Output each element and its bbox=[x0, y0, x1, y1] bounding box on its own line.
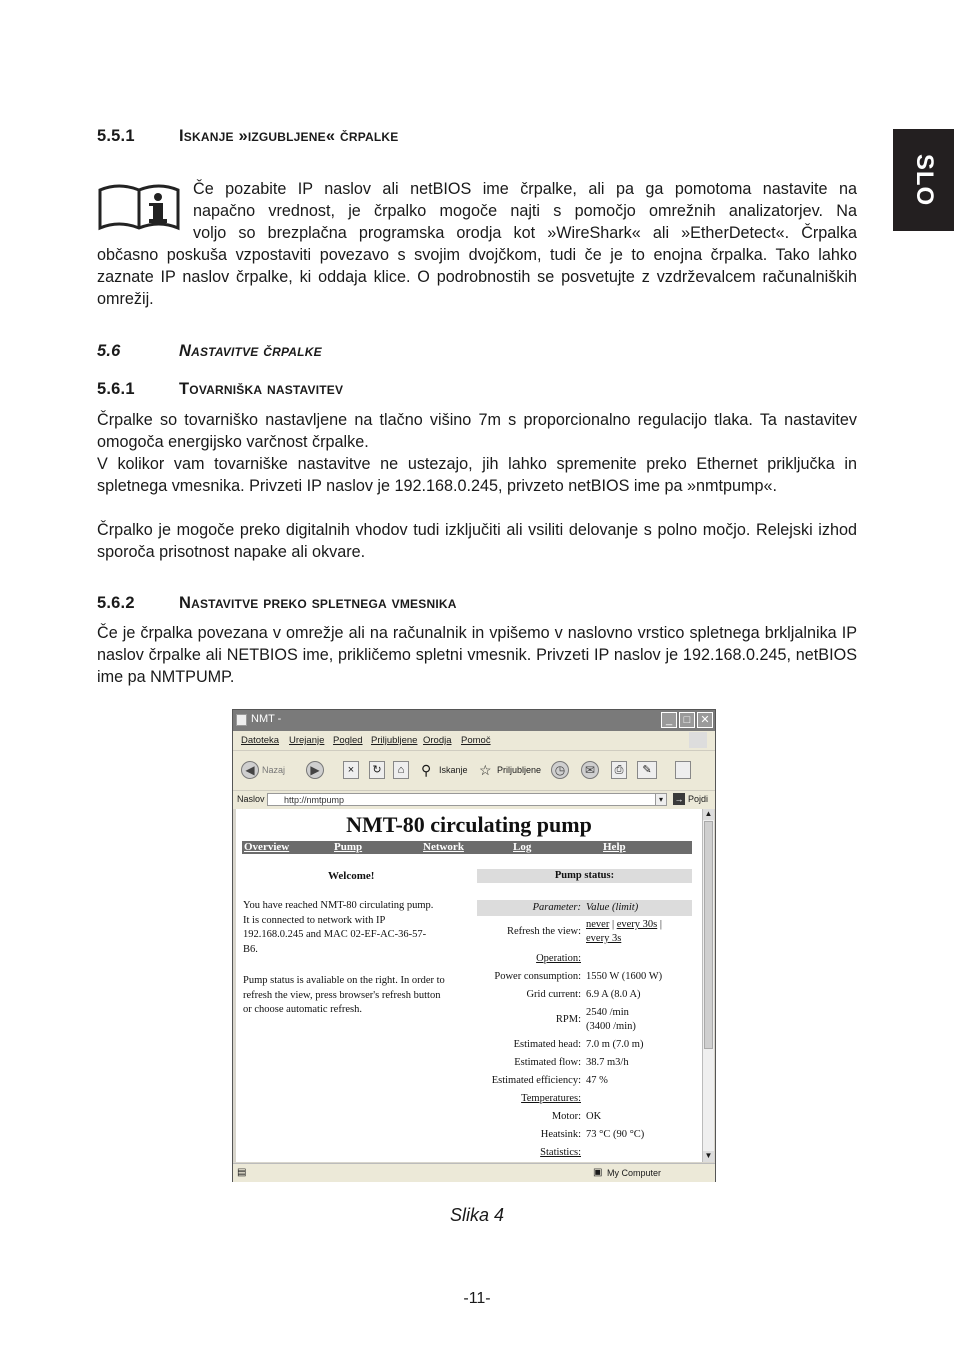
address-label: Naslov bbox=[237, 794, 265, 804]
param-name: Estimated efficiency: bbox=[491, 1075, 581, 1086]
print-icon[interactable]: ⎙ bbox=[611, 761, 627, 779]
home-icon[interactable]: ⌂ bbox=[393, 761, 409, 779]
figure-caption: Slika 4 bbox=[449, 1205, 505, 1225]
menu-bar bbox=[233, 731, 715, 750]
paragraph: Črpalko je mogoče preko digitalnih vhodov tudi izključiti ali vsiliti delovanje s polno močjo. Relejski izhod sporoča prisotnost napake ali okvare. bbox=[97, 521, 857, 561]
text-line: or choose automatic refresh. bbox=[243, 1004, 362, 1016]
table-row bbox=[477, 1144, 692, 1162]
param-name: Motor: bbox=[551, 1111, 581, 1122]
refresh-icon[interactable]: ↻ bbox=[369, 761, 385, 779]
computer-icon: ▣ bbox=[593, 1167, 603, 1178]
search-label[interactable]: Iskanje bbox=[439, 765, 468, 775]
refresh-30s-link[interactable]: every 30s bbox=[616, 919, 658, 930]
text-line: Pump status is avaliable on the right. In order to bbox=[243, 975, 445, 986]
page-title: NMT-80 circulating pump bbox=[346, 812, 592, 837]
nav-log[interactable]: Log bbox=[513, 841, 532, 853]
intro-text bbox=[243, 899, 473, 957]
section-number: 5.6 bbox=[97, 342, 121, 360]
discuss-icon[interactable] bbox=[675, 761, 691, 779]
minimize-icon[interactable]: _ bbox=[661, 712, 677, 728]
param-value: 38.7 m3/h bbox=[586, 1057, 629, 1068]
table-row bbox=[477, 1108, 692, 1126]
table-row: Refresh the view: never | every 30s | every 3s bbox=[477, 916, 692, 950]
table-row bbox=[477, 1072, 692, 1090]
nav-overview[interactable]: Overview bbox=[244, 841, 290, 853]
section-number: 5.6.1 bbox=[97, 380, 135, 398]
table-row bbox=[477, 1090, 692, 1108]
param-value: 73 °C (90 °C) bbox=[586, 1129, 645, 1140]
pump-status-heading: Pump status: bbox=[477, 869, 692, 883]
nav-bar bbox=[242, 841, 692, 854]
statistics-section: Statistics: bbox=[540, 1147, 581, 1158]
operation-section: Operation: bbox=[536, 953, 581, 964]
address-dropdown-icon[interactable]: ▾ bbox=[655, 793, 667, 806]
text-line: You have reached NMT-80 circulating pump. bbox=[243, 900, 434, 911]
param-value: OK bbox=[586, 1111, 602, 1122]
windows-logo-icon bbox=[689, 732, 707, 748]
back-arrow-icon[interactable]: ◀ bbox=[241, 761, 259, 779]
table-row bbox=[477, 986, 692, 1004]
info-manual-icon bbox=[97, 180, 181, 232]
table-row bbox=[477, 968, 692, 986]
scroll-thumb[interactable] bbox=[704, 821, 713, 1049]
section-5-6-2-text bbox=[97, 622, 857, 688]
refresh-info-text bbox=[243, 974, 475, 1018]
text-line: B6. bbox=[243, 943, 258, 955]
menu-file[interactable]: Datoteka bbox=[241, 735, 280, 746]
nav-pump[interactable]: Pump bbox=[334, 841, 363, 853]
param-name: RPM: bbox=[555, 1014, 581, 1025]
scroll-up-icon[interactable]: ▲ bbox=[704, 809, 713, 818]
maximize-icon[interactable]: □ bbox=[679, 712, 695, 728]
param-name: Grid current: bbox=[526, 989, 581, 1000]
menu-help[interactable]: Pomoč bbox=[461, 735, 491, 746]
forward-arrow-icon[interactable]: ▶ bbox=[306, 761, 324, 779]
pump-status-table bbox=[477, 900, 692, 1162]
section-title: Iskanje »izgubljene« črpalke bbox=[179, 127, 399, 145]
paragraph: V kolikor vam tovarniške nastavitve ne ustezajo, jih lahko spremenite preko Ethernet priključka in spletnega vmesnika. Privzeti IP naslov je 192.168.0.245, privzeto netBIOS ime pa »nmtpump«. bbox=[97, 455, 857, 495]
param-value: 2540 /min bbox=[586, 1007, 629, 1018]
refresh-label: Refresh the view: bbox=[506, 926, 581, 937]
favorites-label[interactable]: Priljubljene bbox=[497, 765, 542, 775]
param-name: Power consumption: bbox=[494, 971, 581, 982]
table-header bbox=[477, 900, 692, 916]
table-row bbox=[477, 1004, 692, 1036]
section-title: Nastavitve črpalke bbox=[179, 342, 322, 360]
status-bar bbox=[233, 1163, 715, 1182]
address-input[interactable] bbox=[267, 793, 667, 806]
go-arrow-icon[interactable]: → bbox=[674, 794, 684, 804]
text-line: 192.168.0.245 and MAC 02-EF-AC-36-57- bbox=[243, 929, 427, 941]
table-row bbox=[477, 1126, 692, 1144]
param-name: Estimated flow: bbox=[514, 1057, 581, 1068]
favorites-star-icon[interactable]: ☆ bbox=[479, 762, 492, 778]
page-status-icon: ▤ bbox=[237, 1167, 247, 1178]
menu-favorites[interactable]: Priljubljene bbox=[371, 735, 418, 746]
mail-icon[interactable]: ✉ bbox=[581, 761, 599, 779]
param-value: 6.9 A (8.0 A) bbox=[586, 989, 641, 1000]
refresh-3s-link[interactable]: every 3s bbox=[586, 933, 622, 944]
param-value: 47 % bbox=[586, 1075, 608, 1086]
info-paragraph-indented bbox=[193, 178, 857, 244]
param-value: 1550 W (1600 W) bbox=[586, 971, 663, 982]
table-row bbox=[477, 1036, 692, 1054]
heading-5-5-1 bbox=[97, 127, 399, 146]
refresh-never-link[interactable]: never bbox=[586, 919, 610, 930]
edit-icon[interactable]: ✎ bbox=[637, 761, 657, 779]
toolbar bbox=[233, 750, 715, 791]
menu-view[interactable]: Pogled bbox=[333, 735, 363, 746]
language-tab-label: SLO bbox=[910, 153, 938, 207]
section-number: 5.5.1 bbox=[97, 127, 135, 145]
zone-label: My Computer bbox=[607, 1168, 662, 1178]
heading-5-6-1 bbox=[97, 380, 343, 399]
paragraph: Črpalke so tovarniško nastavljene na tlačno višino 7m s proporcionalno regulacijo tlaka. Ta nastavitev omogoča energijsko varčnost črpalke. bbox=[97, 411, 857, 451]
table-row bbox=[477, 1054, 692, 1072]
window-title: NMT - bbox=[251, 713, 282, 725]
value-header: Value (limit) bbox=[586, 902, 639, 913]
search-icon[interactable]: ⚲ bbox=[421, 762, 432, 778]
window-titlebar bbox=[233, 710, 715, 731]
nav-help[interactable]: Help bbox=[603, 841, 626, 853]
param-name: Heatsink: bbox=[540, 1129, 581, 1140]
address-bar bbox=[233, 790, 715, 809]
heading-5-6 bbox=[97, 342, 322, 361]
ie-page-icon bbox=[236, 714, 247, 726]
param-header: Parameter: bbox=[532, 902, 581, 913]
section-number: 5.6.2 bbox=[97, 594, 135, 612]
temperatures-section: Temperatures: bbox=[521, 1093, 581, 1104]
welcome-heading: Welcome! bbox=[328, 870, 375, 882]
section-title: Nastavitve preko spletnega vmesnika bbox=[179, 594, 457, 612]
web-page-content bbox=[236, 809, 702, 1162]
text-line: občasno poskuša vzpostaviti povezavo s svojim dvojčkom, tudi če je to enojna črpalka. Tako lahko zaznate IP naslov črpalke, ki oddaja klice. O podrobnostih se posvetujte z vzdrževalcem računalniških omrežij. bbox=[97, 246, 857, 308]
section-title: Tovarniška nastavitev bbox=[179, 380, 344, 398]
paragraph: Če je črpalka povezana v omrežje ali na računalnik in vpišemo v naslovno vrstico spletnega brkljalnika IP naslov črpalke ali NETBIOS ime, prikličemo spletni vmesnik. Privzeti IP naslov je 192.168.0.245, netBIOS ime pa NMTPUMP. bbox=[97, 624, 857, 686]
page-number: -11- bbox=[463, 1290, 491, 1307]
history-icon[interactable]: ◷ bbox=[551, 761, 569, 779]
text-line: Če pozabite IP naslov ali netBIOS ime črpalke, ali pa ga pomotoma nastavite na bbox=[193, 180, 857, 198]
back-label[interactable]: Nazaj bbox=[262, 765, 286, 775]
info-paragraph-full bbox=[97, 244, 857, 310]
text-line: refresh the view, press browser's refresh button bbox=[243, 989, 441, 1001]
param-name: Estimated head: bbox=[513, 1039, 581, 1050]
close-icon[interactable]: ✕ bbox=[697, 712, 713, 728]
param-limit: (3400 /min) bbox=[586, 1021, 636, 1032]
browser-window-screenshot bbox=[232, 709, 716, 1182]
table-row bbox=[477, 950, 692, 968]
text-line: voljo so brezplačna programska orodja kot »WireShark« ali »EtherDetect«. Črpalka bbox=[193, 224, 857, 242]
go-button[interactable]: Pojdi bbox=[688, 794, 709, 804]
menu-tools[interactable]: Orodja bbox=[423, 735, 452, 746]
stop-icon[interactable]: × bbox=[343, 761, 359, 779]
scroll-down-icon[interactable]: ▼ bbox=[704, 1151, 713, 1160]
menu-edit[interactable]: Urejanje bbox=[289, 735, 325, 746]
heading-5-6-2 bbox=[97, 594, 457, 613]
param-value: 7.0 m (7.0 m) bbox=[586, 1039, 644, 1050]
language-tab bbox=[893, 129, 954, 231]
text-line: napačno vrednost, je črpalko mogoče najti s pomočjo omrežnih analizatorjev. Na bbox=[193, 202, 857, 220]
section-5-6-1-text bbox=[97, 409, 857, 563]
text-line: It is connected to network with IP bbox=[243, 914, 386, 926]
vertical-scrollbar[interactable] bbox=[702, 809, 714, 1162]
nav-network[interactable]: Network bbox=[423, 841, 464, 853]
